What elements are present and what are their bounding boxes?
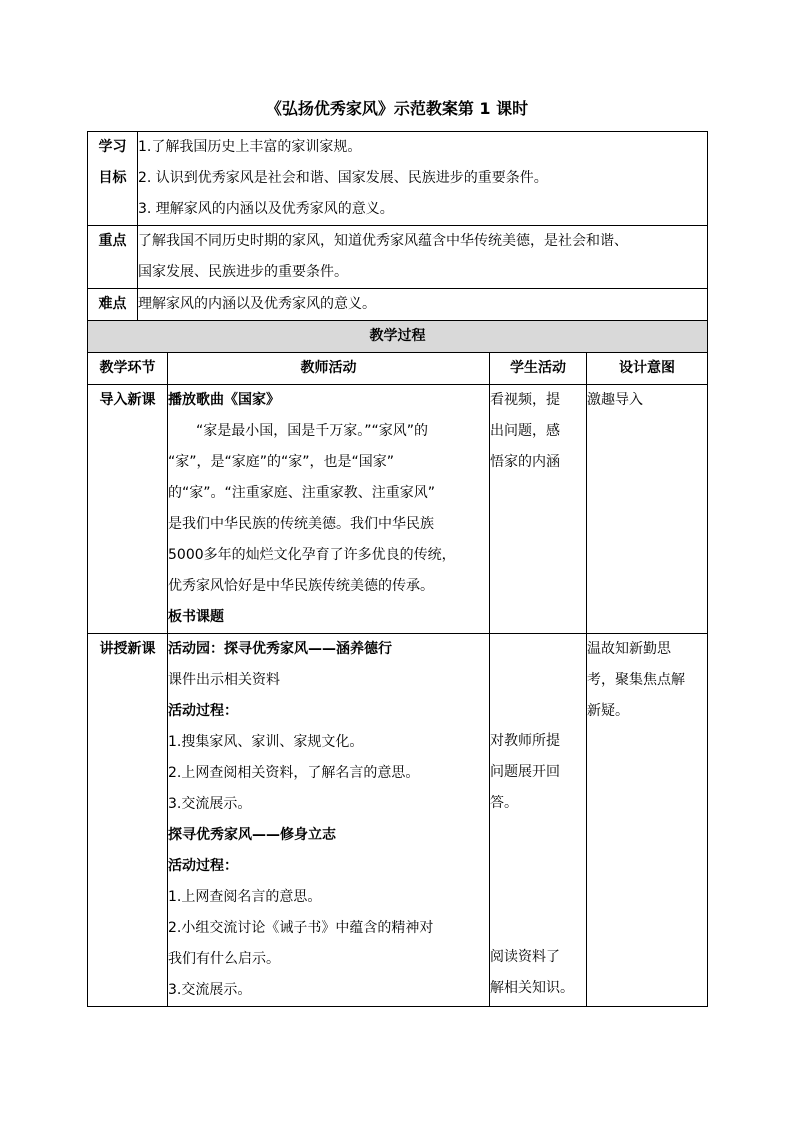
intro-teacher-line-7: 优秀家风恰好是中华民族传统美德的传承。 [168, 578, 434, 594]
lecture-teacher-line-8: 活动过程： [168, 858, 238, 874]
lecture-teacher-line-11: 我们有什么启示。 [168, 951, 280, 967]
column-header-row [88, 353, 708, 385]
lecture-intent-cell [587, 634, 708, 1007]
intro-teacher-line-3: “家”，是“家庭”的“家”，也是“国家” [168, 454, 395, 470]
lecture-row [88, 634, 708, 1007]
key-point-label: 重点 [88, 226, 138, 289]
lecture-student-spacer-2 [490, 819, 586, 942]
goal-item-1: 1.了解我国历史上丰富的家训家规。 [138, 139, 362, 155]
lecture-teacher-line-7: 探寻优秀家风——修身立志 [168, 827, 336, 843]
goals-label [88, 132, 138, 226]
goal-item-2: 2. 认识到优秀家风是社会和谐、国家发展、民族进步的重要条件。 [138, 170, 548, 186]
lecture-teacher-line-6: 3.交流展示。 [168, 796, 252, 812]
difficulty-content: 理解家风的内涵以及优秀家风的意义。 [138, 289, 708, 321]
lecture-teacher-line-12: 3.交流展示。 [168, 982, 252, 998]
key-point-content [138, 226, 708, 289]
column-header-teacher: 教师活动 [168, 353, 490, 385]
intro-intent-cell [587, 385, 708, 634]
lecture-teacher-line-10: 2.小组交流讨论《诫子书》中蕴含的精神对 [168, 920, 434, 936]
lecture-stage: 讲授新课 [88, 634, 168, 1007]
lecture-student-cell [490, 634, 587, 1007]
page-title: 《弘扬优秀家风》示范教案第 1 课时 [265, 99, 529, 118]
lecture-student-b-line-1: 阅读资料了 [490, 949, 560, 965]
lesson-plan-table [87, 131, 708, 1007]
lecture-teacher-line-4: 1.搜集家风、家训、家规文化。 [168, 734, 364, 750]
lecture-intent-line-3: 新疑。 [587, 703, 629, 719]
intro-teacher-cell [168, 385, 490, 634]
lecture-teacher-line-9: 1.上网查阅名言的意思。 [168, 889, 322, 905]
column-header-stage: 教学环节 [88, 353, 168, 385]
intro-student-cell [490, 385, 587, 634]
goals-label-line1: 学习 [98, 139, 127, 155]
key-point-line-1: 了解我国不同历史时期的家风，知道优秀家风蕴含中华传统美德，是社会和谐、 [138, 233, 628, 249]
column-header-intent: 设计意图 [587, 353, 708, 385]
intro-intent-line-1: 激趣导入 [587, 392, 643, 408]
lecture-teacher-line-5: 2.上网查阅相关资料，了解名言的意思。 [168, 765, 420, 781]
goal-item-3: 3. 理解家风的内涵以及优秀家风的意义。 [138, 201, 394, 217]
goals-row [88, 132, 708, 226]
lecture-student-a-line-3: 答。 [490, 795, 518, 811]
lecture-teacher-line-1: 活动园：探寻优秀家风——涵养德行 [168, 641, 392, 657]
intro-teacher-line-2: “家是最小国，国是千万家。”“家风”的 [196, 423, 429, 439]
goals-label-line2: 目标 [98, 170, 127, 186]
intro-teacher-line-4: 的“家”。“注重家庭、注重家教、注重家风” [168, 485, 436, 501]
column-header-student: 学生活动 [490, 353, 587, 385]
key-point-row [88, 226, 708, 289]
intro-teacher-line-1: 播放歌曲《国家》 [168, 392, 280, 408]
goals-content [138, 132, 708, 226]
difficulty-label: 难点 [88, 289, 138, 321]
intro-row [88, 385, 708, 634]
difficulty-row [88, 289, 708, 321]
lecture-student-a-line-2: 问题展开回 [490, 764, 560, 780]
lecture-student-a-line-1: 对教师所提 [490, 733, 560, 749]
intro-student-line-2: 出问题，感 [490, 423, 560, 439]
lecture-teacher-line-3: 活动过程： [168, 703, 238, 719]
intro-stage: 导入新课 [88, 385, 168, 634]
process-banner-row [88, 321, 708, 353]
intro-student-line-3: 悟家的内涵 [490, 454, 560, 470]
lecture-teacher-cell [168, 634, 490, 1007]
lecture-teacher-line-2: 课件出示相关资料 [168, 672, 280, 688]
lecture-intent-line-2: 考，聚集焦点解 [587, 672, 685, 688]
intro-teacher-line-6: 5000多年的灿烂文化孕育了许多优良的传统， [168, 547, 456, 563]
intro-student-line-1: 看视频，提 [490, 392, 560, 408]
intro-teacher-line-8: 板书课题 [168, 609, 224, 625]
lecture-student-b-line-2: 解相关知识。 [490, 980, 574, 996]
lecture-student-spacer-1 [490, 634, 586, 704]
key-point-line-2: 国家发展、民族进步的重要条件。 [138, 264, 348, 280]
intro-teacher-line-5: 是我们中华民族的传统美德。我们中华民族 [168, 516, 434, 532]
process-banner: 教学过程 [88, 321, 708, 353]
lecture-intent-line-1: 温故知新勤思 [587, 641, 671, 657]
